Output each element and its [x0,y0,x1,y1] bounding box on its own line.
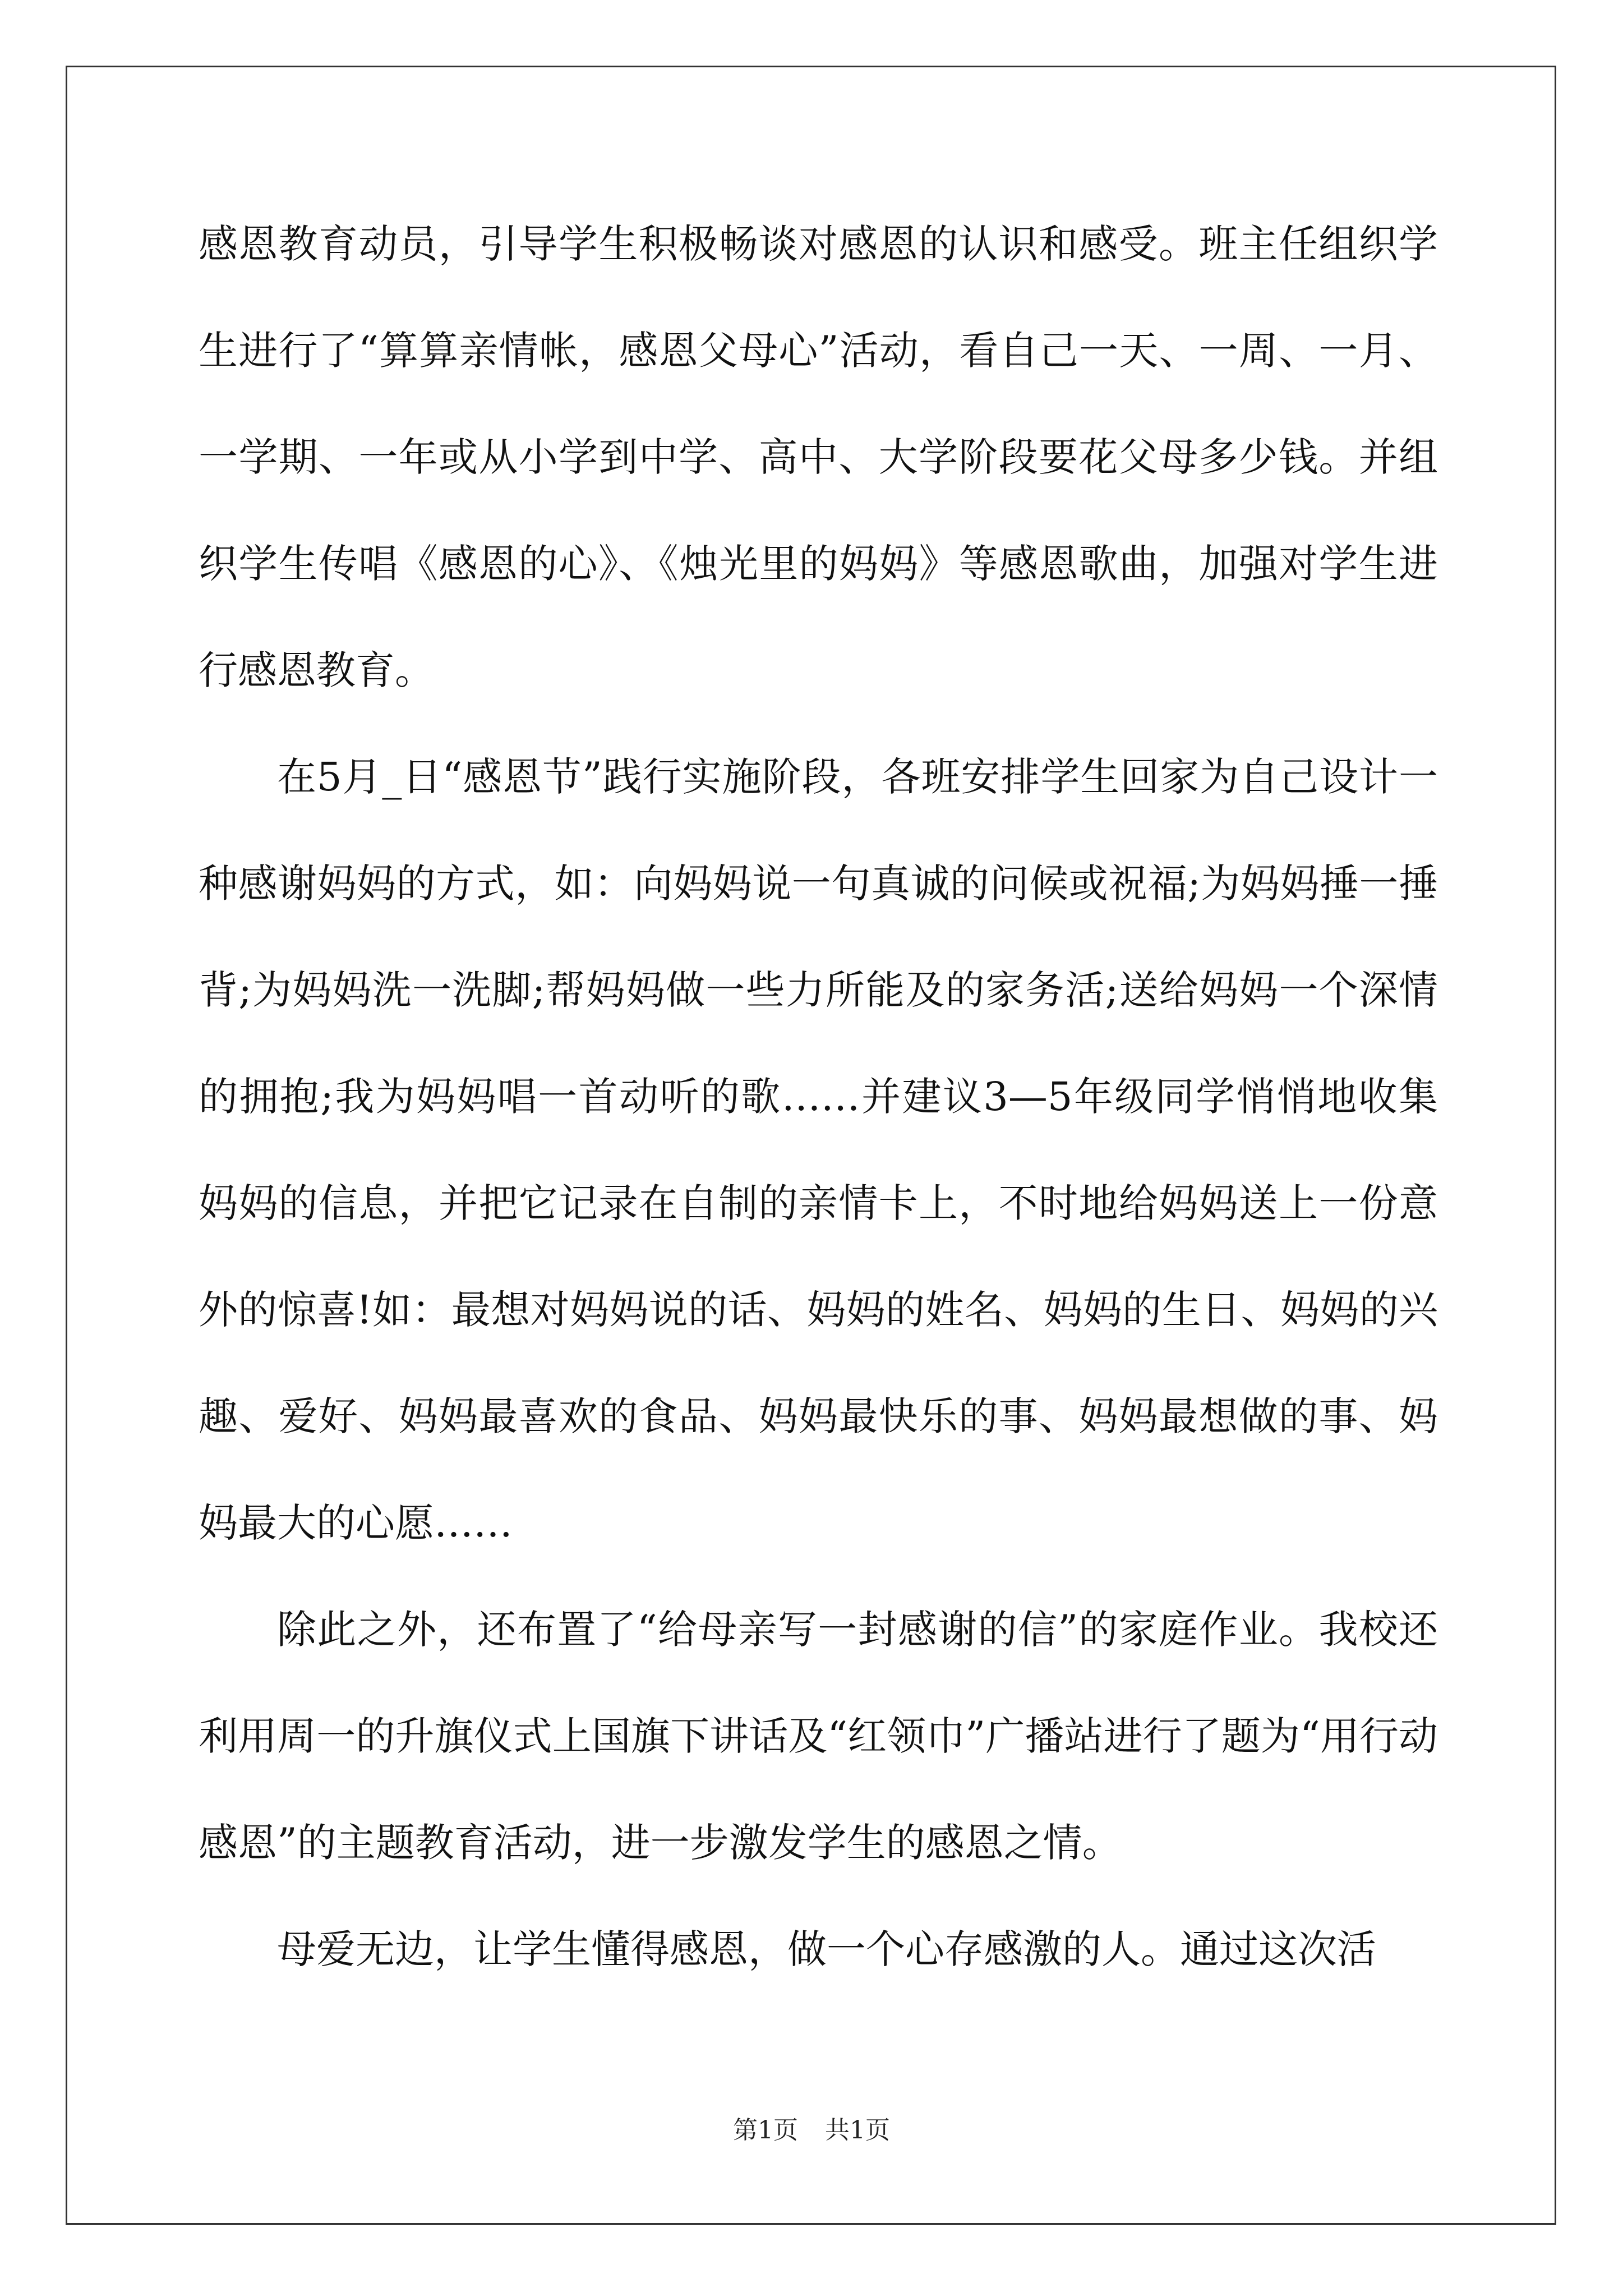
paragraph-2: 在5月_日“感恩节”践行实施阶段，各班安排学生回家为自己设计一种感谢妈妈的方式，如：向妈妈说一句真诚的问候或祝福;为妈妈捶一捶背;为妈妈洗一洗脚;帮妈妈做一些力所能及的家务活;送给妈妈一个深情的拥抱;我为妈妈唱一首动听的歌……并建议3—5年级同学悄悄地收集妈妈的信息，并把它记录在自制的亲情卡上，不时地给妈妈送上一份意外的惊喜!如：最想对妈妈说的话、妈妈的姓名、妈妈的生日、妈妈的兴趣、爱好、妈妈最喜欢的食品、妈妈最快乐的事、妈妈最想做的事、妈妈最大的心愿…… [199,754,1438,1546]
page-footer [0,2114,1623,2147]
document-body [199,191,1438,2003]
paragraph-4: 母爱无边，让学生懂得感恩，做一个心存感激的人。通过这次活 [277,1926,1376,1972]
paragraph-1: 感恩教育动员，引导学生积极畅谈对感恩的认识和感受。班主任组织学生进行了“算算亲情帐，感恩父母心”活动，看自己一天、一周、一月、一学期、一年或从小学到中学、高中、大学阶段要花父母多少钱。并组织学生传唱《感恩的心》、《烛光里的妈妈》等感恩歌曲，加强对学生进行感恩教育。 [199,221,1438,693]
page-number: 第1页 [733,2116,798,2145]
paragraph-3: 除此之外，还布置了“给母亲写一封感谢的信”的家庭作业。我校还利用周一的升旗仪式上国旗下讲话及“红领巾”广播站进行了题为“用行动感恩”的主题教育活动，进一步激发学生的感恩之情。 [199,1607,1438,1866]
page-total: 共1页 [825,2116,890,2145]
